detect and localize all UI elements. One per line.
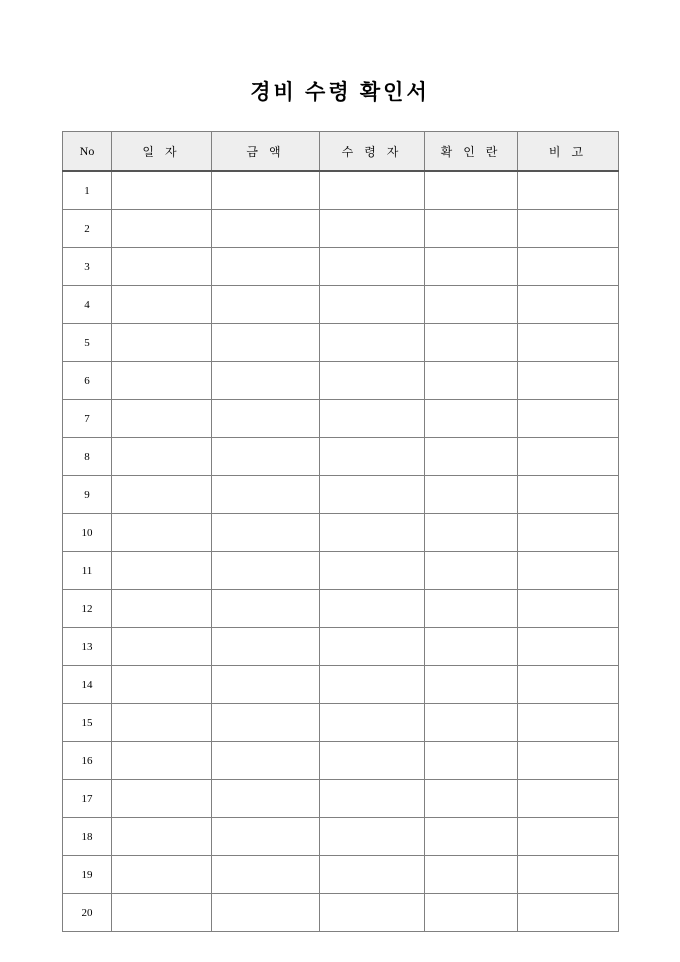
- expense-receipt-table: [62, 131, 619, 932]
- cell-receiver[interactable]: [320, 514, 425, 552]
- table-row: [63, 286, 619, 324]
- column-header-receiver: 수 령 자: [320, 132, 425, 172]
- cell-receiver[interactable]: [320, 856, 425, 894]
- cell-receiver[interactable]: [320, 362, 425, 400]
- cell-amount[interactable]: [212, 894, 320, 932]
- cell-note[interactable]: [518, 818, 619, 856]
- cell-date[interactable]: [112, 742, 212, 780]
- cell-amount[interactable]: [212, 666, 320, 704]
- table-row: [63, 552, 619, 590]
- cell-receiver[interactable]: [320, 894, 425, 932]
- cell-date[interactable]: [112, 628, 212, 666]
- cell-confirm[interactable]: [425, 324, 518, 362]
- cell-amount[interactable]: [212, 818, 320, 856]
- cell-no: 2: [63, 210, 112, 248]
- cell-date[interactable]: [112, 324, 212, 362]
- table-body: [63, 171, 619, 932]
- column-header-date: 일 자: [112, 132, 212, 172]
- cell-confirm[interactable]: [425, 476, 518, 514]
- table-row: [63, 818, 619, 856]
- cell-no: 19: [63, 856, 112, 894]
- cell-no: 17: [63, 780, 112, 818]
- cell-receiver[interactable]: [320, 286, 425, 324]
- cell-receiver[interactable]: [320, 476, 425, 514]
- cell-no: 4: [63, 286, 112, 324]
- cell-amount[interactable]: [212, 780, 320, 818]
- cell-no: 18: [63, 818, 112, 856]
- cell-no: 8: [63, 438, 112, 476]
- cell-amount[interactable]: [212, 514, 320, 552]
- cell-confirm[interactable]: [425, 666, 518, 704]
- cell-confirm[interactable]: [425, 400, 518, 438]
- cell-date[interactable]: [112, 552, 212, 590]
- cell-confirm[interactable]: [425, 248, 518, 286]
- cell-amount[interactable]: [212, 628, 320, 666]
- cell-amount[interactable]: [212, 856, 320, 894]
- cell-receiver[interactable]: [320, 324, 425, 362]
- cell-confirm[interactable]: [425, 514, 518, 552]
- cell-date[interactable]: [112, 856, 212, 894]
- cell-note[interactable]: [518, 438, 619, 476]
- cell-date[interactable]: [112, 286, 212, 324]
- cell-note[interactable]: [518, 248, 619, 286]
- cell-receiver[interactable]: [320, 248, 425, 286]
- cell-receiver[interactable]: [320, 780, 425, 818]
- cell-note[interactable]: [518, 780, 619, 818]
- cell-no: 7: [63, 400, 112, 438]
- cell-confirm[interactable]: [425, 210, 518, 248]
- cell-note[interactable]: [518, 171, 619, 210]
- cell-note[interactable]: [518, 514, 619, 552]
- cell-confirm[interactable]: [425, 590, 518, 628]
- column-header-confirm: 확 인 란: [425, 132, 518, 172]
- cell-no: 20: [63, 894, 112, 932]
- expense-receipt-table-wrapper: [62, 131, 618, 932]
- cell-receiver[interactable]: [320, 210, 425, 248]
- cell-confirm[interactable]: [425, 628, 518, 666]
- table-row: [63, 362, 619, 400]
- cell-note[interactable]: [518, 324, 619, 362]
- table-row: [63, 780, 619, 818]
- cell-no: 10: [63, 514, 112, 552]
- cell-receiver[interactable]: [320, 742, 425, 780]
- column-header-note: 비 고: [518, 132, 619, 172]
- cell-no: 12: [63, 590, 112, 628]
- cell-date[interactable]: [112, 476, 212, 514]
- cell-amount[interactable]: [212, 324, 320, 362]
- cell-date[interactable]: [112, 400, 212, 438]
- cell-no: 6: [63, 362, 112, 400]
- table-row: [63, 856, 619, 894]
- cell-note[interactable]: [518, 628, 619, 666]
- cell-no: 13: [63, 628, 112, 666]
- cell-amount[interactable]: [212, 476, 320, 514]
- cell-date[interactable]: [112, 780, 212, 818]
- cell-no: 14: [63, 666, 112, 704]
- cell-receiver[interactable]: [320, 628, 425, 666]
- cell-date[interactable]: [112, 704, 212, 742]
- cell-confirm[interactable]: [425, 286, 518, 324]
- cell-confirm[interactable]: [425, 742, 518, 780]
- cell-receiver[interactable]: [320, 704, 425, 742]
- cell-note[interactable]: [518, 894, 619, 932]
- table-row: [63, 476, 619, 514]
- table-row: [63, 324, 619, 362]
- cell-confirm[interactable]: [425, 552, 518, 590]
- cell-amount[interactable]: [212, 438, 320, 476]
- cell-no: 11: [63, 552, 112, 590]
- cell-note[interactable]: [518, 286, 619, 324]
- cell-amount[interactable]: [212, 400, 320, 438]
- cell-note[interactable]: [518, 742, 619, 780]
- table-row: [63, 666, 619, 704]
- table-header-row: [63, 132, 619, 172]
- cell-note[interactable]: [518, 362, 619, 400]
- cell-amount[interactable]: [212, 286, 320, 324]
- cell-date[interactable]: [112, 894, 212, 932]
- cell-confirm[interactable]: [425, 818, 518, 856]
- cell-confirm[interactable]: [425, 856, 518, 894]
- cell-amount[interactable]: [212, 590, 320, 628]
- cell-note[interactable]: [518, 400, 619, 438]
- cell-confirm[interactable]: [425, 894, 518, 932]
- cell-receiver[interactable]: [320, 171, 425, 210]
- cell-amount[interactable]: [212, 210, 320, 248]
- cell-amount[interactable]: [212, 552, 320, 590]
- cell-no: 9: [63, 476, 112, 514]
- cell-amount[interactable]: [212, 362, 320, 400]
- cell-note[interactable]: [518, 666, 619, 704]
- cell-note[interactable]: [518, 856, 619, 894]
- cell-confirm[interactable]: [425, 704, 518, 742]
- cell-amount[interactable]: [212, 704, 320, 742]
- cell-date[interactable]: [112, 248, 212, 286]
- cell-confirm[interactable]: [425, 171, 518, 210]
- cell-confirm[interactable]: [425, 780, 518, 818]
- cell-amount[interactable]: [212, 248, 320, 286]
- table-row: [63, 438, 619, 476]
- column-header-amount: 금 액: [212, 132, 320, 172]
- cell-confirm[interactable]: [425, 438, 518, 476]
- cell-receiver[interactable]: [320, 400, 425, 438]
- cell-note[interactable]: [518, 704, 619, 742]
- cell-note[interactable]: [518, 210, 619, 248]
- cell-receiver[interactable]: [320, 590, 425, 628]
- cell-note[interactable]: [518, 552, 619, 590]
- cell-date[interactable]: [112, 210, 212, 248]
- cell-amount[interactable]: [212, 742, 320, 780]
- cell-no: 15: [63, 704, 112, 742]
- cell-note[interactable]: [518, 476, 619, 514]
- cell-receiver[interactable]: [320, 818, 425, 856]
- cell-date[interactable]: [112, 362, 212, 400]
- table-row: [63, 590, 619, 628]
- table-row: [63, 171, 619, 210]
- table-row: [63, 400, 619, 438]
- table-row: [63, 210, 619, 248]
- cell-receiver[interactable]: [320, 438, 425, 476]
- cell-date[interactable]: [112, 818, 212, 856]
- cell-receiver[interactable]: [320, 666, 425, 704]
- column-header-no: No: [63, 132, 112, 172]
- cell-receiver[interactable]: [320, 552, 425, 590]
- cell-confirm[interactable]: [425, 362, 518, 400]
- cell-no: 16: [63, 742, 112, 780]
- cell-date[interactable]: [112, 171, 212, 210]
- cell-date[interactable]: [112, 438, 212, 476]
- cell-no: 3: [63, 248, 112, 286]
- table-header: [63, 132, 619, 172]
- cell-amount[interactable]: [212, 171, 320, 210]
- cell-no: 5: [63, 324, 112, 362]
- cell-note[interactable]: [518, 590, 619, 628]
- table-row: [63, 742, 619, 780]
- table-row: [63, 514, 619, 552]
- cell-date[interactable]: [112, 514, 212, 552]
- cell-date[interactable]: [112, 666, 212, 704]
- table-row: [63, 894, 619, 932]
- page-title: 경비 수령 확인서: [250, 80, 430, 104]
- table-row: [63, 704, 619, 742]
- table-row: [63, 248, 619, 286]
- cell-date[interactable]: [112, 590, 212, 628]
- cell-no: 1: [63, 171, 112, 210]
- table-row: [63, 628, 619, 666]
